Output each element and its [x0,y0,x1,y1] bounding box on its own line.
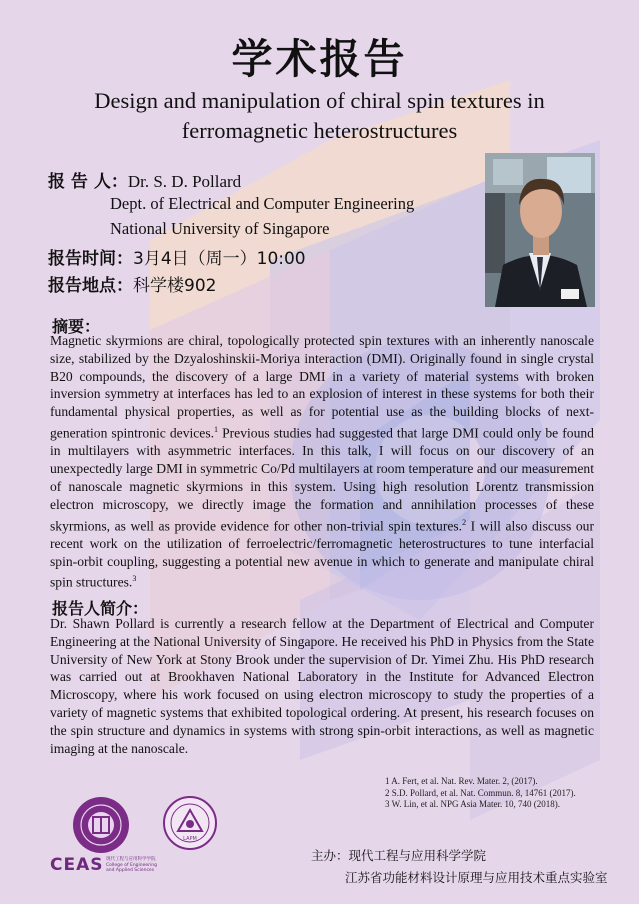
abstract-text [50,332,594,592]
page-title: 学术报告 [231,35,408,83]
citation-1: 1 [214,424,219,434]
talk-title: Design and manipulation of chiral spin textures in ferromagnetic heterostructures [94,88,545,143]
bio-text: Dr. Shawn Pollard is currently a research fellow at the Department of Electrical and Computer Engineering at the National University of Singapore. He received his PhD in Physics from the State University of New York at Stony Brook under the supervision of Dr. Yimei Zhu. His PhD research was carried out at Brookhaven National Laboratory in the Institute for Advanced Electron Microscopy, where his work focused on using electron microscopy to study the properties of a variety of magnetic systems that exhibited topological ordering. At present, his research focuses on the spin structure and dynamics in systems with strong spin-orbit interactions, as well as magnetic imaging at the nanoscale. [50,616,594,756]
speaker-label: 报 告 人： [48,172,128,192]
speaker-university: National University of Singapore [110,219,330,238]
speaker-department: Dept. of Electrical and Computer Engineering [110,194,415,213]
organizer-line-1: 主办：现代工程与应用科学学院 [311,848,487,863]
time-row [48,244,306,269]
ceas-logo-subtitle: 现代工程与应用科学学院 College of Engineering and Applied Sciences [106,857,157,874]
lab-seal-logo [163,796,217,855]
venue-label: 报告地点： [48,276,133,296]
time-value: 3月4日（周一）10:00 [133,249,306,269]
venue-row [48,271,216,296]
abstract-heading: 摘要： [52,317,101,336]
abstract-part-1: Magnetic skyrmions are chiral, topologically protected spin textures with an inherently nanoscale size, stabilized by the Dzyaloshinskii-Moriya interaction (DMI). Originally found in single crystal B20 compounds, the discovery of a large DMI in a variety of material systems with broken inversion symmetry at interfaces has led to an explosion of interest in these systems for both their fundamental physical properties, as well as for potential use as the building blocks of next-generation spintronic devices. [50,333,594,441]
ceas-seal-logo [72,796,130,859]
speaker-name: Dr. S. D. Pollard [127,172,242,191]
organizer-line-2: 江苏省功能材料设计原理与应用技术重点实验室 [345,870,608,885]
reference-3: 3 W. Lin, et al. NPG Asia Mater. 10, 740 (2018). [385,799,560,809]
time-label: 报告时间： [48,249,133,269]
reference-2: 2 S.D. Pollard, et al. Nat. Commun. 8, 14761 (2017). [385,787,576,798]
venue-value: 科学楼902 [133,276,217,296]
lab-logo-abbr: LAPM [183,836,197,842]
ceas-logo-text: CEAS [50,855,104,875]
speaker-photo [485,153,595,307]
references [385,776,576,811]
abstract-part-3: I will also discuss our recent work on the utilization of ferroelectric/ferromagnetic heterostructures to tune interfacial spin-orbit coupling, suggesting a potential new avenue in which to generate and manipulate chiral spin structures. [50,518,594,590]
bio-heading: 报告人简介： [52,599,149,618]
citation-3: 3 [132,574,137,584]
reference-1: 1 A. Fert, et al. Nat. Rev. Mater. 2, (2017). [385,776,538,786]
abstract-part-2: Previous studies had suggested that large DMI could only be found in multilayers with asymmetric interfaces. In this talk, I will focus on our discovery of an unexpectedly large DMI in symmetric Co/Pd multilayers at room temperature and our measurement of nanoscale magnetic skyrmions in this system. Using high resolution Lorentz transmission electron microscopy, we directly image the formation and annihilation processes of these skyrmions, as well as provide evidence for other non-trivial spin textures. [50,425,594,534]
speaker-row [48,167,241,192]
citation-2: 2 [462,517,467,527]
